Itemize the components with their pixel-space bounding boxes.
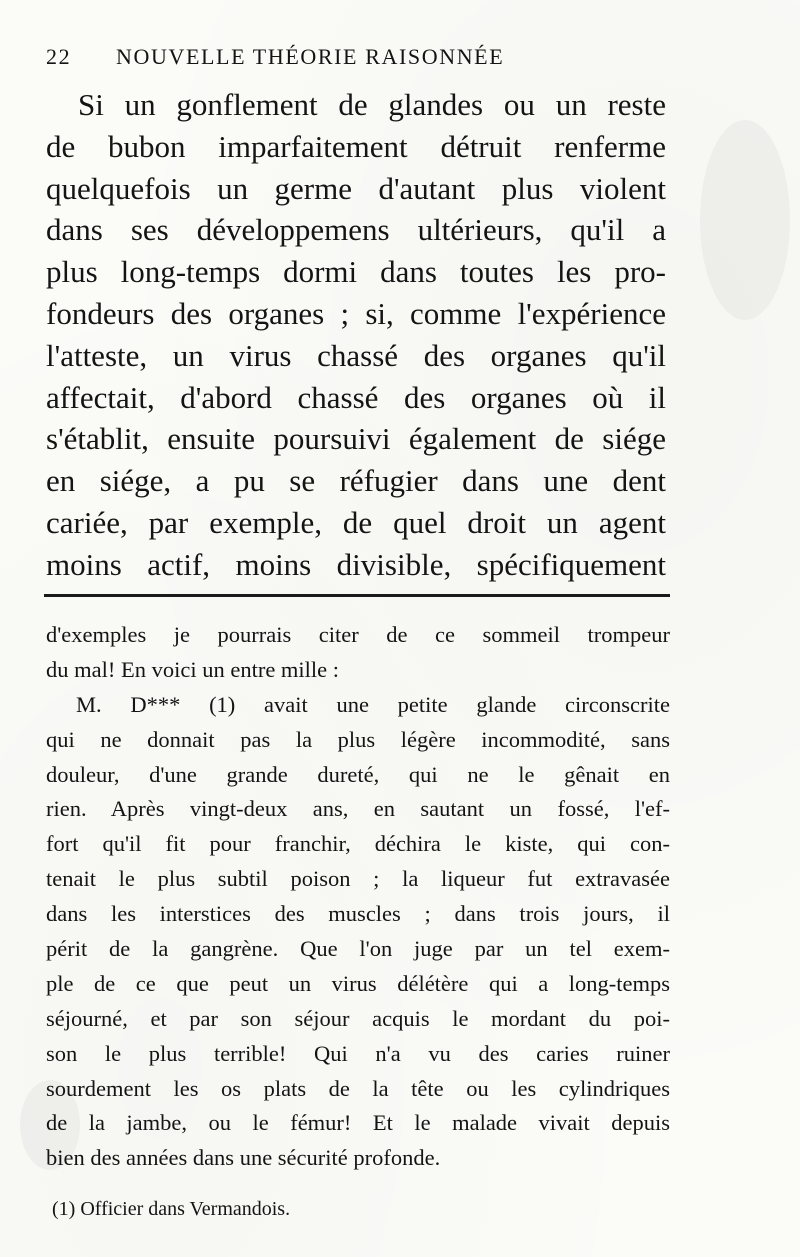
text-line: en siége, a pu se réfugier dans une dent xyxy=(46,463,666,499)
note-line: séjourné, et par son séjour acquis le mordant du poi- xyxy=(46,1005,670,1031)
note-line: dans les interstices des muscles ; dans trois jours, il xyxy=(46,901,670,927)
notes-block xyxy=(46,618,670,1227)
note-line: de la jambe, ou le fémur! Et le malade vivait depuis xyxy=(46,1110,670,1136)
text-line: de bubon imparfaitement détruit renferme xyxy=(46,128,666,164)
text-line: Si un gonflement de glandes ou un reste xyxy=(78,87,666,122)
page-number: 22 xyxy=(46,44,72,69)
paper-stain xyxy=(700,120,790,320)
note-line: rien. Après vingt-deux ans, en sautant un fossé, l'ef- xyxy=(46,796,670,822)
text-line: cariée, par exemple, de quel droit un agent xyxy=(46,504,666,540)
running-header xyxy=(46,44,606,78)
note-line: périt de la gangrène. Que l'on juge par un tel exem- xyxy=(46,936,670,962)
text-line: moins actif, moins divisible, spécifiquement xyxy=(46,546,666,582)
text-line: fondeurs des organes ; si, comme l'expérience xyxy=(46,295,666,331)
note-line: ple de ce que peut un virus délétère qui a long-temps xyxy=(46,970,670,996)
note-line: son le plus terrible! Qui n'a vu des caries ruiner xyxy=(46,1040,670,1066)
text-line: l'atteste, un virus chassé des organes qu'il xyxy=(46,337,666,373)
main-text xyxy=(46,84,666,586)
footnote-separator-rule xyxy=(44,594,670,597)
note-line: tenait le plus subtil poison ; la liqueur fut extravasée xyxy=(46,866,670,892)
note-line: d'exemples je pourrais citer de ce sommeil trompeur xyxy=(46,622,670,647)
note-line: bien des années dans une sécurité profonde. xyxy=(46,1145,441,1171)
note-line: fort qu'il fit pour franchir, déchira le kiste, qui con- xyxy=(46,831,670,857)
note-line: qui ne donnait pas la plus légère incommodité, sans xyxy=(46,726,670,752)
text-line: s'établit, ensuite poursuivi également de siége xyxy=(46,421,666,457)
note-line: sourdement les os plats de la tête ou les cylindriques xyxy=(46,1075,670,1101)
text-line: quelquefois un germe d'autant plus violent xyxy=(46,170,666,206)
running-title: NOUVELLE THÉORIE RAISONNÉE xyxy=(116,44,505,69)
footnote: (1) Officier dans Vermandois. xyxy=(52,1198,291,1221)
note-line: du mal! En voici un entre mille : xyxy=(46,656,340,682)
text-line: affectait, d'abord chassé des organes où il xyxy=(46,379,666,415)
text-line: plus long-temps dormi dans toutes les pro- xyxy=(46,254,666,290)
note-line: M. D*** (1) avait une petite glande circonscrite xyxy=(76,691,670,717)
text-line: dans ses développemens ultérieurs, qu'il a xyxy=(46,212,666,248)
note-line: douleur, d'une grande dureté, qui ne le gênait en xyxy=(46,761,670,787)
